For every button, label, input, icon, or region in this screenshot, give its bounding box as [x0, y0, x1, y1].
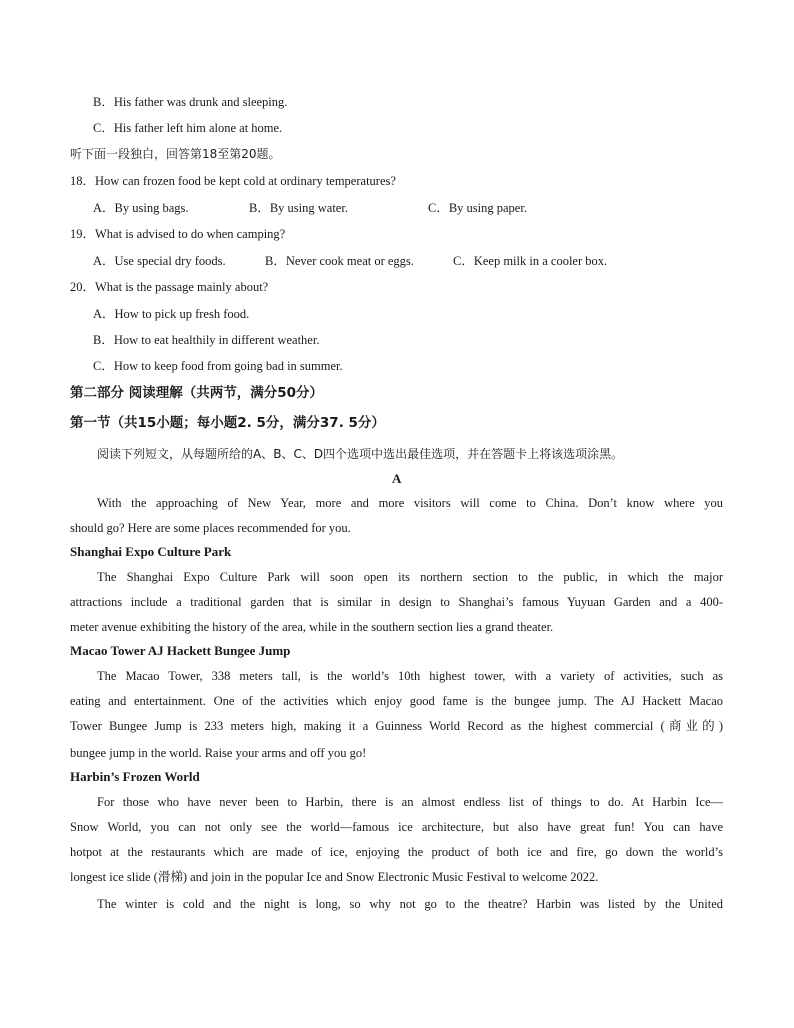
- q18-option-a: A．By using bags.: [93, 201, 189, 215]
- q18-option-c: C．By using paper.: [428, 201, 527, 215]
- place-title-harbin: Harbin’s Frozen World: [70, 769, 200, 784]
- q20-stem: 20．What is the passage mainly about?: [70, 280, 269, 294]
- part-two-title: 第二部分 阅读理解（共两节，满分50分）: [70, 385, 323, 401]
- place-title-macao: Macao Tower AJ Hackett Bungee Jump: [70, 643, 291, 658]
- passage-label: A: [392, 471, 402, 486]
- macao-line-3: Tower Bungee Jump is 233 meters high, making it a Guinness World Record as the highest commercial (商业的): [70, 719, 723, 733]
- harbin-line-2: Snow World, you can not only see the world—famous ice architecture, but also have great fun! You can have: [70, 820, 723, 834]
- q18-stem: 18．How can frozen food be kept cold at ordinary temperatures?: [70, 174, 396, 188]
- q19-option-c: C．Keep milk in a cooler box.: [453, 254, 608, 268]
- q20-option-a: A．How to pick up fresh food.: [93, 307, 250, 321]
- intro-line-2: should go? Here are some places recommended for you.: [70, 521, 351, 535]
- harbin-line-4: longest ice slide (滑梯) and join in the popular Ice and Snow Electronic Music Festival to welcome 2022.: [70, 870, 599, 884]
- harbin-line-3: hotpot at the restaurants which are made of ice, enjoying the product of both ice and fire, go down the world’s: [70, 845, 723, 859]
- q17-option-c: C．His father left him alone at home.: [93, 121, 283, 135]
- section-one-title: 第一节（共15小题；每小题2. 5分，满分37. 5分）: [70, 415, 385, 431]
- macao-line-4: bungee jump in the world. Raise your arms and off you go!: [70, 746, 367, 760]
- intro-line-1: With the approaching of New Year, more and more visitors will come to China. Don’t know where you: [97, 496, 723, 510]
- place-title-shanghai: Shanghai Expo Culture Park: [70, 544, 232, 559]
- shanghai-line-2: attractions include a traditional garden that is similar in design to Shanghai’s famous Yuyuan Garden and a 400-: [70, 595, 723, 609]
- shanghai-line-3: meter avenue exhibiting the history of the area, while in the southern section lies a grand theater.: [70, 620, 554, 634]
- q20-option-c: C．How to keep food from going bad in summer.: [93, 359, 343, 373]
- macao-line-1: The Macao Tower, 338 meters tall, is the world’s 10th highest tower, with a variety of activities, such as: [97, 669, 723, 683]
- shanghai-line-1: The Shanghai Expo Culture Park will soon open its northern section to the public, in which the major: [97, 570, 723, 584]
- q18-option-b: B．By using water.: [249, 201, 348, 215]
- reading-instruction: 阅读下列短文，从每题所给的A、B、C、D四个选项中选出最佳选项，并在答题卡上将该选项涂黑。: [97, 447, 624, 461]
- q17-option-b: B．His father was drunk and sleeping.: [93, 95, 288, 109]
- theatre-line: The winter is cold and the night is long, so why not go to the theatre? Harbin was listed by the United: [97, 897, 723, 911]
- harbin-line-1: For those who have never been to Harbin, there is an almost endless list of things to do. At Harbin Ice—: [97, 795, 723, 809]
- q19-option-b: B．Never cook meat or eggs.: [265, 254, 414, 268]
- monologue-instruction: 听下面一段独白，回答第18至第20题。: [70, 147, 281, 161]
- macao-line-2: eating and entertainment. One of the activities which enjoy good fame is the bungee jump. The AJ Hackett Macao: [70, 694, 723, 708]
- q19-option-a: A．Use special dry foods.: [93, 254, 226, 268]
- q20-option-b: B．How to eat healthily in different weather.: [93, 333, 320, 347]
- q19-stem: 19．What is advised to do when camping?: [70, 227, 286, 241]
